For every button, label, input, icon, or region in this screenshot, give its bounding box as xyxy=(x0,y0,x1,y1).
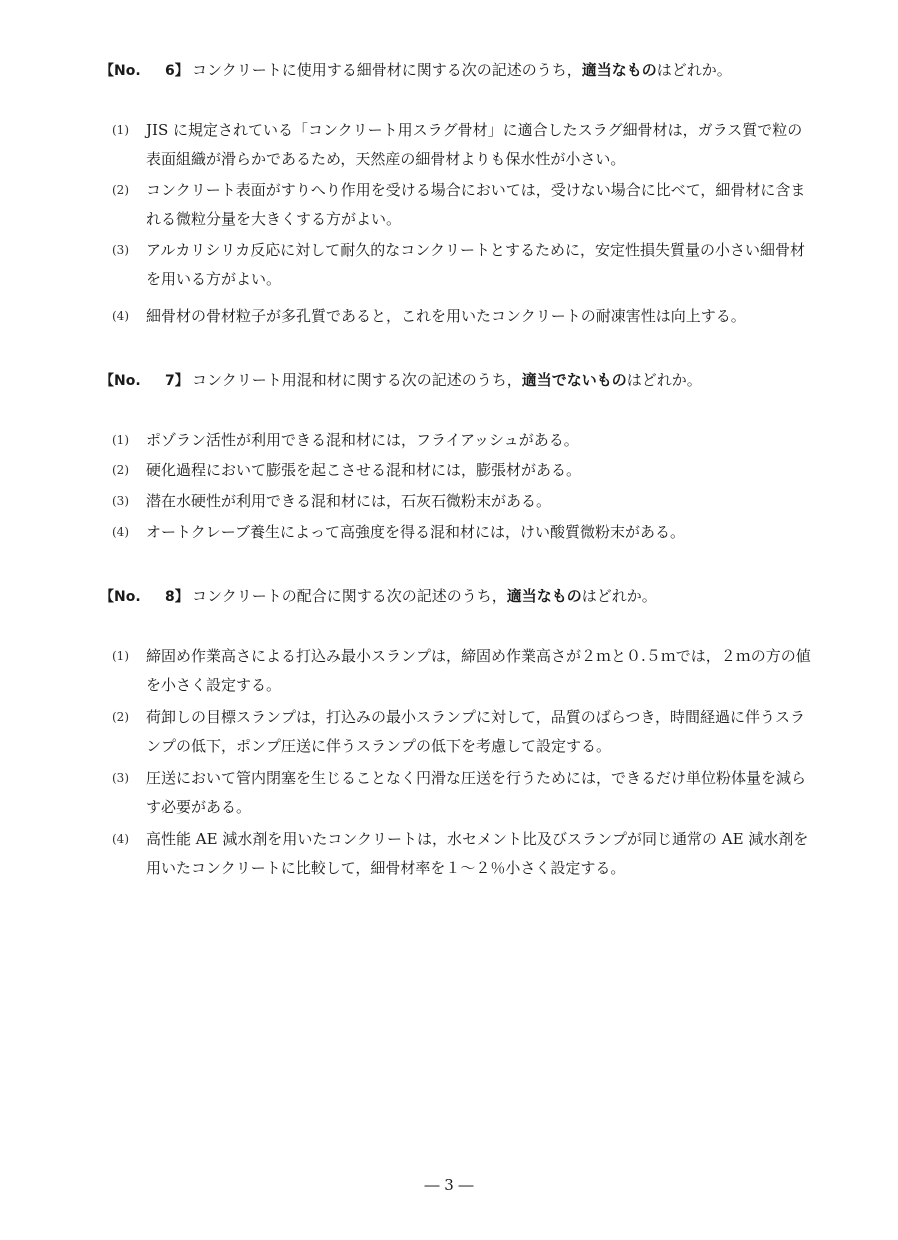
option-text: JIS に規定されている「コンクリート用スラグ骨材」に適合したスラグ細骨材は，ガラス質で粒の表面組織が滑らかであるため，天然産の細骨材よりも保水性が小さい。 xyxy=(146,121,803,168)
option-text: 高性能 AE 減水剤を用いたコンクリートは，水セメント比及びスランプが同じ通常の AE 減水剤を用いたコンクリートに比較して，細骨材率を１～２％小さく設定する。 xyxy=(146,830,809,877)
option-6-3 xyxy=(112,236,812,294)
option-number: (3) xyxy=(112,771,129,785)
question-no-label: 【No. xyxy=(100,589,141,605)
option-6-1 xyxy=(112,116,812,174)
option-number: (2) xyxy=(112,710,129,724)
option-text: ポゾラン活性が利用できる混和材には，フライアッシュがある。 xyxy=(146,431,579,449)
question-stem-emphasis: 適当なもの xyxy=(506,587,582,605)
page-number: ― 3 ― xyxy=(424,1176,474,1194)
question-no-label: 【No. xyxy=(100,373,141,389)
question-stem-emphasis: 適当でないもの xyxy=(521,371,627,389)
option-8-2 xyxy=(112,703,812,761)
option-text: 締固め作業高さによる打込み最小スランプは，締固め作業高さが２ｍと０.５ｍでは，２ｍの方の値を小さく設定する。 xyxy=(146,647,811,694)
option-number: (1) xyxy=(112,123,129,137)
option-7-2 xyxy=(112,456,812,485)
option-text: オートクレーブ養生によって高強度を得る混和材には，けい酸質微粉末がある。 xyxy=(146,523,685,541)
option-number: (4) xyxy=(112,832,129,846)
option-7-3 xyxy=(112,487,812,516)
question-stem-pre: コンクリートに使用する細骨材に関する次の記述のうち， xyxy=(192,61,582,79)
option-6-4 xyxy=(112,302,812,331)
question-stem-pre: コンクリートの配合に関する次の記述のうち， xyxy=(192,587,507,605)
option-number: (1) xyxy=(112,433,129,447)
question-7-header xyxy=(100,370,820,391)
question-number xyxy=(100,587,192,607)
option-number: (2) xyxy=(112,183,129,197)
option-number: (1) xyxy=(112,649,129,663)
option-text: アルカリシリカ反応に対して耐久的なコンクリートとするために，安定性損失質量の小さい細骨材を用いる方がよい。 xyxy=(146,241,805,288)
option-7-1 xyxy=(112,426,812,455)
option-text: 潜在水硬性が利用できる混和材には，石灰石微粉末がある。 xyxy=(146,492,552,510)
question-stem-pre: コンクリート用混和材に関する次の記述のうち， xyxy=(192,371,522,389)
option-number: (3) xyxy=(112,243,129,257)
option-number: (2) xyxy=(112,463,129,477)
option-number: (4) xyxy=(112,525,129,539)
option-text: コンクリート表面がすりへり作用を受ける場合においては，受けない場合に比べて，細骨材に含まれる微粒分量を大きくする方がよい。 xyxy=(146,181,806,228)
option-number: (3) xyxy=(112,494,129,508)
question-number xyxy=(100,61,192,81)
question-no-num: 7】 xyxy=(165,373,189,389)
option-7-4 xyxy=(112,518,812,547)
question-stem-post: はどれか。 xyxy=(626,371,702,389)
option-8-3 xyxy=(112,764,812,822)
question-number xyxy=(100,371,192,391)
question-stem-emphasis: 適当なもの xyxy=(581,61,657,79)
option-text: 硬化過程において膨張を起こさせる混和材には，膨張材がある。 xyxy=(146,461,582,479)
question-stem-post: はどれか。 xyxy=(581,587,657,605)
option-number: (4) xyxy=(112,309,129,323)
option-6-2 xyxy=(112,176,812,234)
question-6-header xyxy=(100,60,820,81)
question-no-num: 6】 xyxy=(165,63,189,79)
option-text: 細骨材の骨材粒子が多孔質であると，これを用いたコンクリートの耐凍害性は向上する。 xyxy=(146,307,746,325)
option-text: 圧送において管内閉塞を生じることなく円滑な圧送を行うためには，できるだけ単位粉体量を減らす必要がある。 xyxy=(146,769,807,816)
question-no-num: 8】 xyxy=(165,589,189,605)
question-stem-post: はどれか。 xyxy=(656,61,732,79)
question-8-header xyxy=(100,586,820,607)
option-text: 荷卸しの目標スランプは，打込みの最小スランプに対して，品質のばらつき，時間経過に伴うスランプの低下，ポンプ圧送に伴うスランプの低下を考慮して設定する。 xyxy=(146,708,805,755)
option-8-1 xyxy=(112,642,812,700)
question-no-label: 【No. xyxy=(100,63,141,79)
option-8-4 xyxy=(112,825,812,883)
